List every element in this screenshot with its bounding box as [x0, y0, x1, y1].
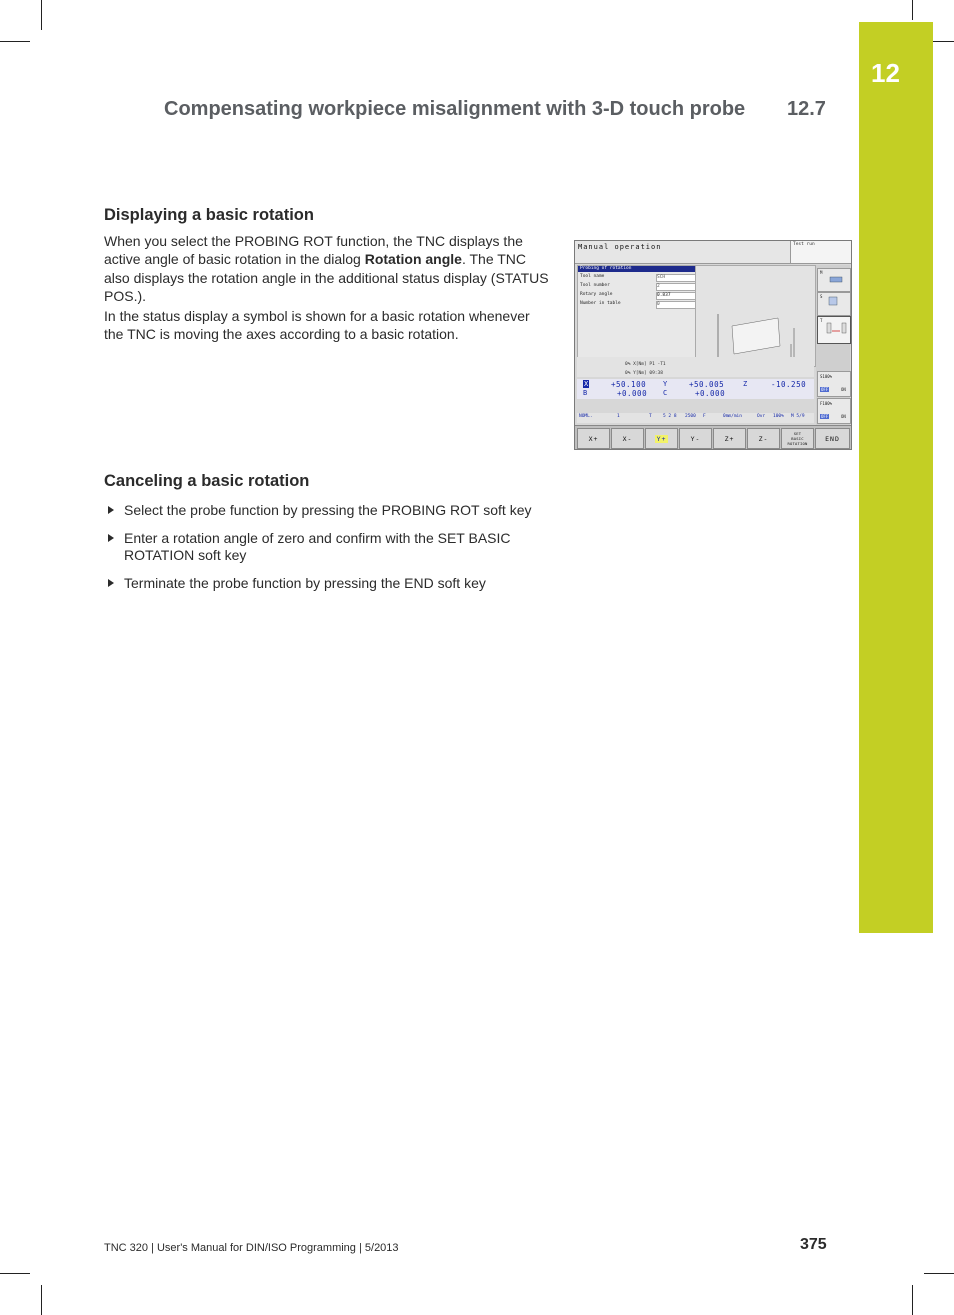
status-field: 2500: [685, 414, 696, 419]
crop-mark: [912, 1285, 913, 1315]
dialog-title: Probing of rotation: [580, 266, 632, 271]
page-number: 375: [800, 1236, 827, 1253]
section-heading-displaying: Displaying a basic rotation: [104, 206, 314, 224]
status-field: Ovr: [757, 414, 766, 419]
paragraph-text: When you select the PROBING ROT function, the TNC displays the active angle of basic rotation in the dialog: [104, 233, 523, 268]
softkey-y-minus[interactable]: [679, 428, 712, 449]
status-field: NOML.: [579, 414, 593, 419]
spindle-icon: [818, 269, 850, 291]
dialog-row-value[interactable]: 2: [656, 283, 696, 291]
dialog-row-value[interactable]: SCH: [656, 274, 696, 282]
status-field: 5 2 8: [663, 414, 677, 419]
softkey-label: SET BASIC ROTATION: [787, 431, 808, 446]
dialog-row-label: Tool name: [580, 274, 605, 279]
softkey-label: Y-: [690, 434, 701, 443]
softkey-end[interactable]: [815, 428, 850, 449]
s-function-box[interactable]: [817, 292, 851, 316]
status-field: 100%: [773, 414, 784, 419]
crop-mark: [41, 1285, 42, 1315]
step-text: Select the probe function by pressing the PROBING ROT soft key: [124, 502, 532, 518]
axis-value: +50.005: [689, 380, 725, 389]
arrow-bullet-icon: [108, 579, 114, 587]
softkey-x-minus[interactable]: [611, 428, 644, 449]
cancel-steps-list: [104, 502, 544, 602]
m-function-box[interactable]: [817, 268, 851, 292]
sidebar-label: ON: [841, 387, 846, 392]
paragraph-text: . The TNC also displays the rotation angle in the additional status display (STATUS POS.).: [104, 251, 549, 305]
probing-dialog: [577, 265, 696, 367]
sidebar-label: F100%: [820, 401, 833, 406]
crop-mark: [0, 1273, 30, 1274]
status-info: [577, 357, 814, 377]
dialog-row: [580, 292, 694, 299]
softkey-label: Z+: [724, 434, 735, 443]
sidebar-label: M: [820, 270, 823, 275]
feed-override-box[interactable]: [817, 398, 851, 424]
sidebar-label: T: [820, 318, 823, 323]
probe-icon: [818, 317, 850, 343]
step-text: Enter a rotation angle of zero and confirm with the SET BASIC ROTATION soft key: [124, 529, 511, 563]
t-function-box[interactable]: [817, 316, 851, 344]
chapter-number: 12: [871, 58, 900, 88]
softkey-z-plus[interactable]: [713, 428, 746, 449]
status-field: 0mm/min: [723, 414, 742, 419]
softkey-label: X-: [622, 434, 633, 443]
axis-label: B: [583, 389, 588, 397]
dialog-row-label: Rotary angle: [580, 292, 613, 297]
dialog-row-value[interactable]: 0: [656, 301, 696, 309]
softkey-row: [575, 425, 851, 450]
axis-label: Y: [663, 380, 668, 388]
program-mode-header: [790, 241, 851, 264]
dialog-name-bold: Rotation angle: [364, 251, 462, 268]
sidebar-label: S: [820, 294, 823, 299]
mode-header: [575, 241, 790, 264]
paragraph-rotation-dialog: [104, 232, 549, 306]
status-line: 0% Y[Nm] 09:38: [625, 371, 663, 376]
axis-label: Z: [743, 380, 748, 388]
dialog-title-bar: [578, 266, 695, 272]
crop-mark: [912, 0, 913, 20]
list-item: [104, 502, 544, 520]
rotation-diagram: [696, 266, 815, 366]
crop-mark: [41, 0, 42, 30]
tnc-screen-screenshot: [574, 240, 852, 450]
sidebar-label: OFF: [821, 387, 829, 392]
running-header-title: Compensating workpiece misalignment with 3-D touch probe: [164, 98, 746, 120]
machine-status-bar: [577, 413, 814, 423]
axis-value: -10.250: [771, 380, 807, 389]
status-field: 1: [617, 414, 620, 419]
chapter-tab: [859, 22, 933, 933]
softkey-set-basic-rotation[interactable]: [781, 428, 814, 449]
axis-value: +0.000: [695, 389, 726, 398]
rotation-graphic: [695, 265, 816, 367]
dialog-row: [580, 274, 694, 281]
softkey-z-minus[interactable]: [747, 428, 780, 449]
step-text: Terminate the probe function by pressing the END soft key: [124, 574, 486, 591]
sidebar-label: ON: [841, 414, 846, 419]
status-field: F: [703, 414, 706, 419]
softkey-label: END: [825, 434, 840, 443]
axis-label: X: [584, 380, 589, 388]
softkey-label: X+: [588, 434, 599, 443]
list-item: [104, 575, 544, 593]
dialog-row-value[interactable]: 0.837: [656, 292, 696, 300]
spindle-override-box[interactable]: [817, 371, 851, 397]
softkey-y-plus[interactable]: [645, 428, 678, 449]
sidebar-label: OFF: [821, 414, 829, 419]
position-display: [577, 379, 814, 399]
sidebar-label: S100%: [820, 374, 833, 379]
dialog-row: [580, 301, 694, 308]
status-field: M 5/9: [791, 414, 805, 419]
status-sidebar: [816, 265, 850, 447]
dialog-row-label: Number in table: [580, 301, 621, 306]
dialog-row-label: Tool number: [580, 283, 610, 288]
section-heading-canceling: Canceling a basic rotation: [104, 472, 310, 490]
softkey-label: Y+: [656, 434, 667, 443]
tool-icon: [818, 293, 850, 315]
crop-mark: [0, 41, 30, 42]
axis-value: +0.000: [617, 389, 648, 398]
status-line: 0% X[Nm] P1 -T1: [625, 362, 666, 367]
footer-text: TNC 320 | User's Manual for DIN/ISO Programming | 5/2013: [104, 1242, 399, 1254]
status-field: T: [649, 414, 652, 419]
softkey-x-plus[interactable]: [577, 428, 610, 449]
list-item: [104, 530, 544, 565]
arrow-bullet-icon: [108, 534, 114, 542]
axis-label: C: [663, 389, 668, 397]
program-mode-title: Test run: [793, 242, 815, 247]
paragraph-status-symbol: In the status display a symbol is shown for a basic rotation whenever the TNC is moving the axes according to a basic rotation.: [104, 308, 530, 343]
running-header-section: 12.7: [787, 98, 826, 120]
dialog-row: [580, 283, 694, 290]
arrow-bullet-icon: [108, 506, 114, 514]
softkey-label: Z-: [758, 434, 769, 443]
axis-value: +50.100: [611, 380, 647, 389]
crop-mark: [924, 1273, 954, 1274]
mode-title: Manual operation: [578, 243, 662, 251]
